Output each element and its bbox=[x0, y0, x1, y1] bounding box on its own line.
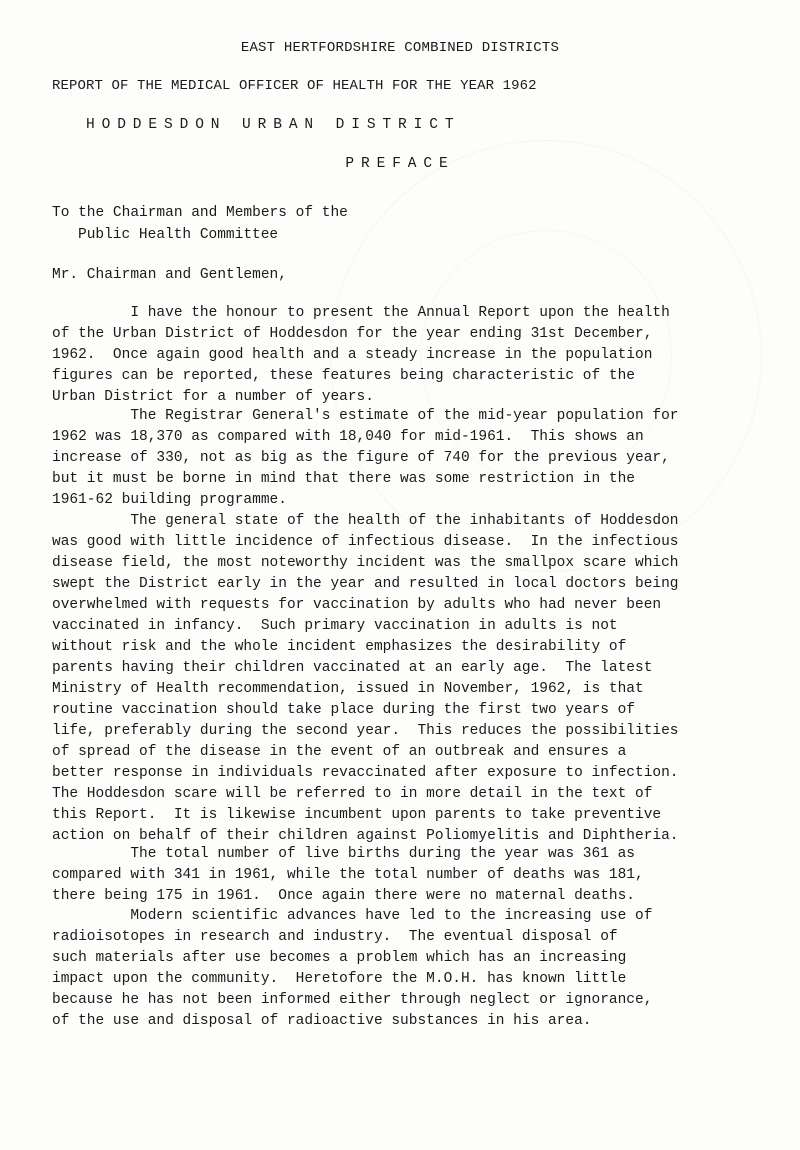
paragraph-line: 1961-62 building programme. bbox=[52, 492, 287, 508]
paragraph-line: Modern scientific advances have led to the increasing use of bbox=[52, 908, 653, 924]
paragraph-line: 1962. Once again good health and a steady increase in the population bbox=[52, 347, 653, 363]
paragraph-line: such materials after use becomes a problem which has an increasing bbox=[52, 950, 627, 966]
paragraph-line: of spread of the disease in the event of an outbreak and ensures a bbox=[52, 744, 627, 760]
paragraph-line: parents having their children vaccinated at an early age. The latest bbox=[52, 660, 653, 676]
paragraph-line: this Report. It is likewise incumbent upon parents to take preventive bbox=[52, 807, 662, 823]
paragraph-line: routine vaccination should take place during the first two years of bbox=[52, 702, 635, 718]
paragraph-line: Ministry of Health recommendation, issued in November, 1962, is that bbox=[52, 681, 644, 697]
paragraph-line: The Registrar General's estimate of the mid-year population for bbox=[52, 408, 679, 424]
paragraph-births-deaths bbox=[52, 844, 782, 907]
paragraph-line: figures can be reported, these features being characteristic of the bbox=[52, 368, 635, 384]
paragraph-line: increase of 330, not as big as the figure of 740 for the previous year, bbox=[52, 450, 670, 466]
paragraph-line: action on behalf of their children against Poliomyelitis and Diphtheria. bbox=[52, 828, 679, 844]
report-title: REPORT OF THE MEDICAL OFFICER OF HEALTH FOR THE YEAR 1962 bbox=[52, 78, 537, 94]
paragraph-line: overwhelmed with requests for vaccination by adults who had never been bbox=[52, 597, 662, 613]
paragraph-intro bbox=[52, 303, 782, 408]
paragraph-line: I have the honour to present the Annual Report upon the health bbox=[52, 305, 670, 321]
paragraph-line: without risk and the whole incident emphasizes the desirability of bbox=[52, 639, 627, 655]
paragraph-line: The general state of the health of the inhabitants of Hoddesdon bbox=[52, 513, 679, 529]
paragraph-line: but it must be borne in mind that there was some restriction in the bbox=[52, 471, 635, 487]
address-line-2: Public Health Committee bbox=[78, 227, 279, 243]
paragraph-line: of the Urban District of Hoddesdon for the year ending 31st December, bbox=[52, 326, 653, 342]
paragraph-line: of the use and disposal of radioactive substances in his area. bbox=[52, 1013, 592, 1029]
paragraph-line: because he has not been informed either through neglect or ignorance, bbox=[52, 992, 653, 1008]
paragraph-line: compared with 341 in 1961, while the total number of deaths was 181, bbox=[52, 867, 644, 883]
paragraph-line: radioisotopes in research and industry. The eventual disposal of bbox=[52, 929, 618, 945]
paragraph-radioisotopes bbox=[52, 906, 782, 1032]
address-line-1: To the Chairman and Members of the bbox=[52, 205, 348, 221]
district-name-heading: HODDESDON URBAN DISTRICT bbox=[86, 117, 461, 133]
paragraph-population bbox=[52, 406, 782, 511]
paragraph-health-state bbox=[52, 511, 782, 847]
paragraph-line: life, preferably during the second year. This reduces the possibilities bbox=[52, 723, 679, 739]
district-group-heading: EAST HERTFORDSHIRE COMBINED DISTRICTS bbox=[240, 40, 560, 56]
paragraph-line: was good with little incidence of infectious disease. In the infectious bbox=[52, 534, 679, 550]
preface-heading: PREFACE bbox=[345, 156, 455, 172]
paragraph-line: impact upon the community. Heretofore the M.O.H. has known little bbox=[52, 971, 627, 987]
paragraph-line: The Hoddesdon scare will be referred to in more detail in the text of bbox=[52, 786, 653, 802]
paragraph-line: swept the District early in the year and resulted in local doctors being bbox=[52, 576, 679, 592]
salutation: Mr. Chairman and Gentlemen, bbox=[52, 267, 287, 283]
paragraph-line: Urban District for a number of years. bbox=[52, 389, 374, 405]
paragraph-line: better response in individuals revaccinated after exposure to infection. bbox=[52, 765, 679, 781]
paragraph-line: vaccinated in infancy. Such primary vaccination in adults is not bbox=[52, 618, 618, 634]
paragraph-line: there being 175 in 1961. Once again there were no maternal deaths. bbox=[52, 888, 635, 904]
paragraph-line: The total number of live births during the year was 361 as bbox=[52, 846, 635, 862]
paragraph-line: disease field, the most noteworthy incident was the smallpox scare which bbox=[52, 555, 679, 571]
paragraph-line: 1962 was 18,370 as compared with 18,040 for mid-1961. This shows an bbox=[52, 429, 644, 445]
